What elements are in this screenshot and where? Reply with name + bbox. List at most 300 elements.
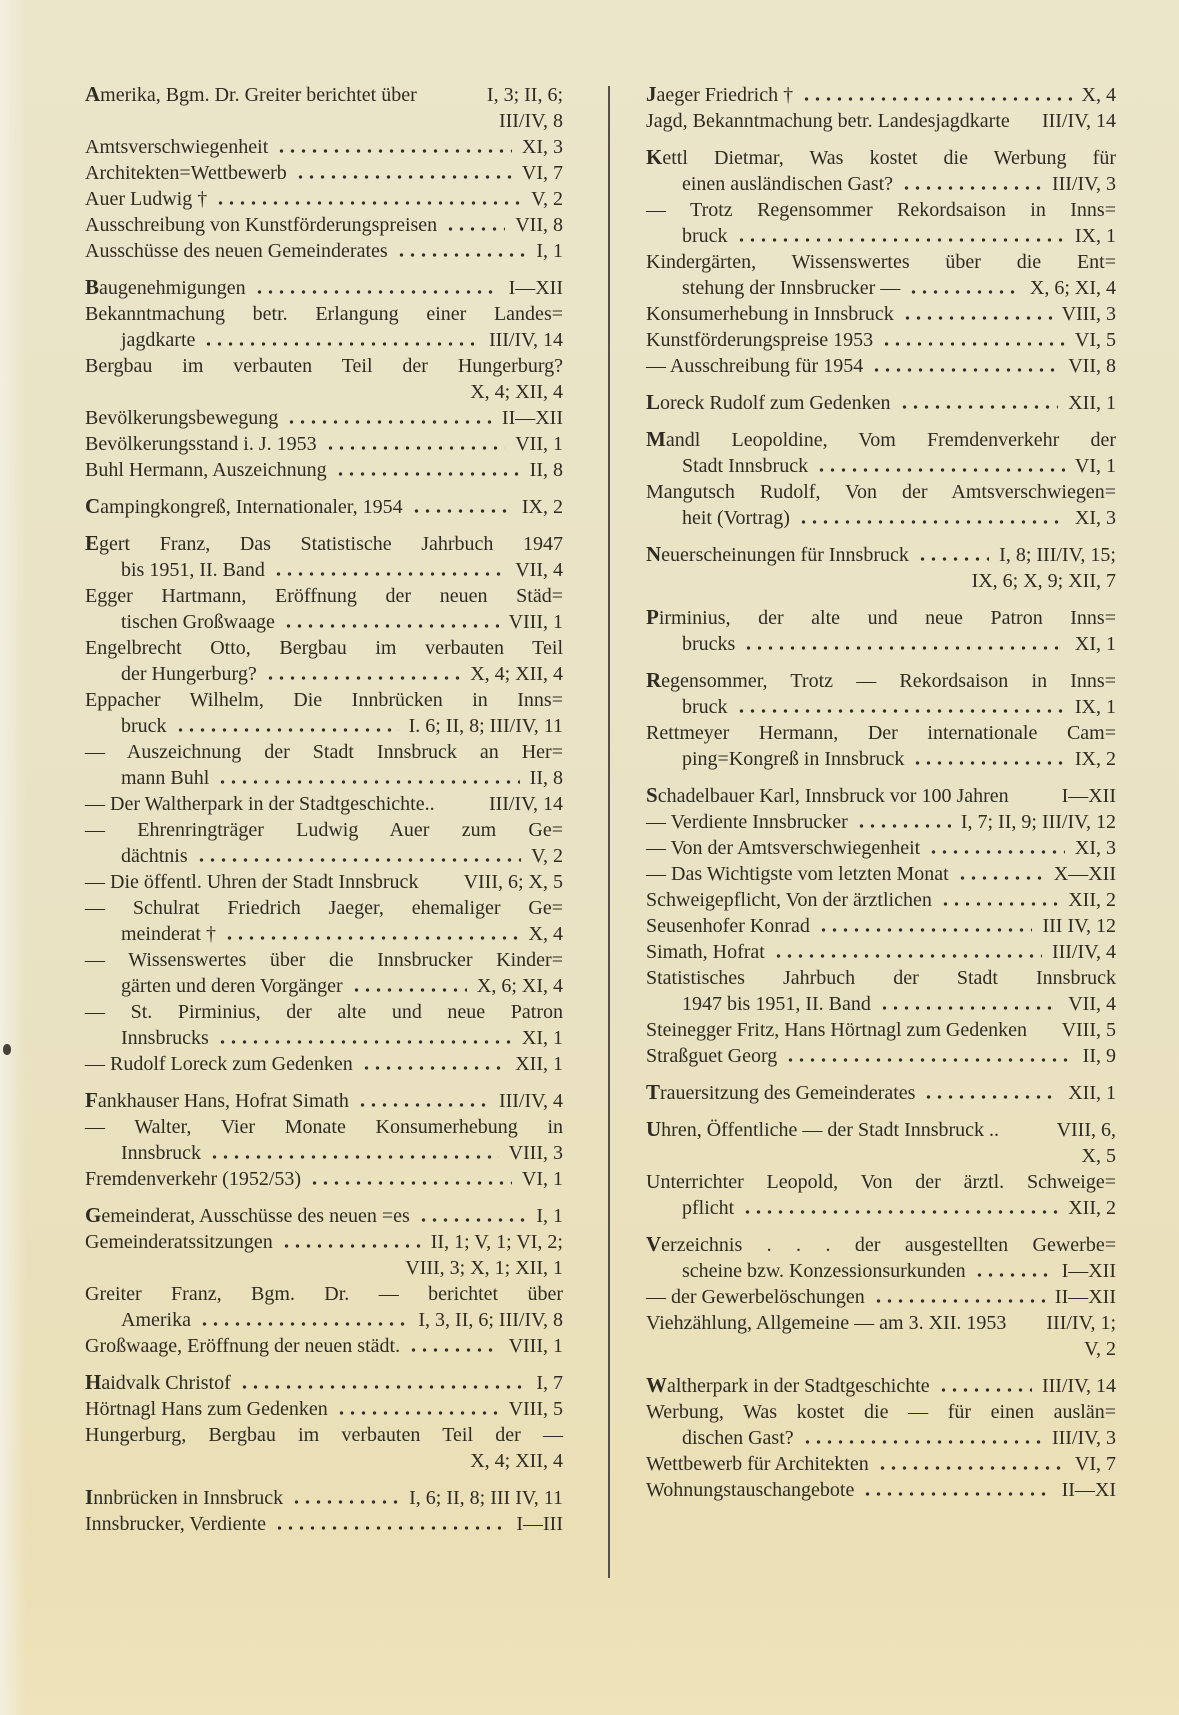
dot-leader bbox=[217, 780, 519, 784]
page-ref: I, 3, II, 6; III/IV, 8 bbox=[418, 1309, 563, 1331]
index-entry bbox=[85, 431, 563, 457]
entry-lead-letter: I bbox=[85, 1485, 94, 1509]
page-ref: XII, 2 bbox=[1068, 1197, 1116, 1219]
index-entry bbox=[646, 1079, 1116, 1106]
entry-text: Trauersitzung des Gemeinderates bbox=[646, 1080, 916, 1104]
index-entry bbox=[646, 1399, 1116, 1451]
entry-text: Egger Hartmann, Eröffnung der neuen Städ= bbox=[85, 585, 563, 607]
dot-leader bbox=[743, 646, 1065, 650]
entry-text: der Hungerburg? bbox=[121, 663, 257, 685]
entry-text: — Der Waltherpark in der Stadtgeschichte.. bbox=[85, 793, 435, 815]
dot-leader bbox=[295, 175, 512, 179]
entry-text: Kettl Dietmar, Was kostet die Werbung für bbox=[646, 145, 1116, 169]
index-entry bbox=[646, 887, 1116, 913]
page-ref: XI, 1 bbox=[521, 1027, 563, 1049]
dot-leader bbox=[418, 1218, 527, 1222]
entry-text: Bekanntmachung betr. Erlangung einer Landes= bbox=[85, 303, 563, 325]
page-ref: I—XII bbox=[508, 277, 563, 299]
entry-text: Loreck Rudolf zum Gedenken bbox=[646, 390, 891, 414]
entry-text: dächtnis bbox=[121, 845, 188, 867]
index-line bbox=[646, 1116, 1116, 1143]
index-line bbox=[646, 782, 1116, 809]
dot-leader bbox=[291, 1500, 399, 1504]
entry-text: gärten und deren Vorgänger bbox=[121, 975, 343, 997]
dot-leader bbox=[871, 368, 1058, 372]
dot-leader bbox=[396, 253, 527, 257]
index-line bbox=[85, 1448, 563, 1474]
index-entry bbox=[646, 389, 1116, 416]
page-ref: X—XII bbox=[1053, 863, 1116, 885]
dot-leader bbox=[901, 186, 1042, 190]
index-line bbox=[646, 541, 1116, 568]
entry-text: mann Buhl bbox=[121, 767, 210, 789]
dot-leader bbox=[773, 954, 1042, 958]
index-line bbox=[85, 1166, 563, 1192]
index-line bbox=[646, 1310, 1116, 1336]
entry-text: — Verdiente Innsbrucker bbox=[646, 811, 848, 833]
index-entry bbox=[85, 1229, 563, 1281]
index-entry bbox=[646, 81, 1116, 108]
page-ref: VI, 7 bbox=[1074, 1453, 1116, 1475]
page-ref: I, 1 bbox=[536, 240, 563, 262]
index-entry bbox=[646, 108, 1116, 134]
index-line bbox=[646, 144, 1116, 171]
index-entry bbox=[85, 530, 563, 583]
index-entry bbox=[85, 1087, 563, 1114]
entry-text: Neuerscheinungen für Innsbruck bbox=[646, 542, 909, 566]
dot-leader bbox=[283, 624, 499, 628]
index-line bbox=[646, 353, 1116, 379]
entry-text: Mandl Leopoldine, Vom Fremdenverkehr der bbox=[646, 427, 1116, 451]
entry-text: Kindergärten, Wissenswertes über die Ent= bbox=[646, 251, 1116, 273]
index-line bbox=[646, 720, 1116, 746]
entry-text: Campingkongreß, Internationaler, 1954 bbox=[85, 494, 403, 518]
entry-text: Seusenhofer Konrad bbox=[646, 915, 810, 937]
index-line bbox=[85, 405, 563, 431]
entry-text: Straßguet Georg bbox=[646, 1045, 778, 1067]
index-line bbox=[85, 1229, 563, 1255]
dot-leader bbox=[175, 728, 399, 732]
index-line bbox=[646, 631, 1116, 657]
dot-leader bbox=[209, 1155, 499, 1159]
index-line bbox=[646, 809, 1116, 835]
index-line bbox=[85, 1051, 563, 1077]
page-ref: I—III bbox=[516, 1513, 563, 1535]
dot-leader bbox=[908, 290, 1020, 294]
dot-leader bbox=[265, 676, 461, 680]
entry-lead-letter: A bbox=[85, 82, 101, 106]
index-entry bbox=[85, 687, 563, 739]
page-ref: III/IV, 3 bbox=[1051, 1427, 1116, 1449]
index-line bbox=[646, 965, 1116, 991]
entry-text: Hörtnagl Hans zum Gedenken bbox=[85, 1398, 328, 1420]
index-entry bbox=[85, 1281, 563, 1333]
page-ref: III/IV, 4 bbox=[1051, 941, 1116, 963]
entry-lead-letter: T bbox=[646, 1080, 661, 1104]
page-ref: VI, 7 bbox=[521, 162, 563, 184]
index-line bbox=[646, 604, 1116, 631]
index-line bbox=[646, 1231, 1116, 1258]
entry-text: Jagd, Bekanntmachung betr. Landesjagdkarte bbox=[646, 110, 1010, 132]
page-ref: II, 1; V, 1; VI, 2; bbox=[430, 1231, 563, 1253]
index-line bbox=[85, 739, 563, 765]
index-entry bbox=[646, 327, 1116, 353]
index-entry bbox=[646, 1231, 1116, 1284]
index-line bbox=[85, 1396, 563, 1422]
index-line bbox=[646, 746, 1116, 772]
dot-leader bbox=[361, 1066, 506, 1070]
index-line bbox=[85, 186, 563, 212]
index-entry bbox=[646, 835, 1116, 861]
entry-text: Greiter Franz, Bgm. Dr. — berichtet über bbox=[85, 1283, 563, 1305]
entry-text: Verzeichnis . . . der ausgestellten Gewerbe= bbox=[646, 1232, 1116, 1256]
index-line bbox=[85, 609, 563, 635]
index-entry bbox=[85, 353, 563, 405]
entry-text: bis 1951, II. Band bbox=[121, 559, 265, 581]
page-ref: XI, 1 bbox=[1074, 633, 1116, 655]
index-line bbox=[85, 1025, 563, 1051]
page-ref: XII, 1 bbox=[1068, 392, 1116, 414]
index-line bbox=[85, 817, 563, 843]
index-line bbox=[85, 713, 563, 739]
page-ref: IX, 2 bbox=[521, 496, 563, 518]
index-line bbox=[85, 583, 563, 609]
entry-lead-letter: B bbox=[85, 275, 100, 299]
entry-text: — Rudolf Loreck zum Gedenken bbox=[85, 1053, 353, 1075]
index-line bbox=[646, 389, 1116, 416]
entry-text: Architekten=Wettbewerb bbox=[85, 162, 287, 184]
index-line bbox=[646, 991, 1116, 1017]
entry-text: Werbung, Was kostet die — für einen auslän= bbox=[646, 1401, 1116, 1423]
index-line bbox=[646, 223, 1116, 249]
dot-leader bbox=[816, 468, 1065, 472]
index-line bbox=[85, 353, 563, 379]
entry-text: Stadt Innsbruck bbox=[682, 455, 809, 477]
index-line bbox=[85, 557, 563, 583]
entry-text: Mangutsch Rudolf, Von der Amtsverschwiegen= bbox=[646, 481, 1116, 503]
index-line bbox=[646, 1143, 1116, 1169]
index-entry bbox=[646, 1017, 1116, 1043]
entry-text: Bevölkerungsstand i. J. 1953 bbox=[85, 433, 317, 455]
index-entry bbox=[85, 238, 563, 264]
entry-text: Bevölkerungsbewegung bbox=[85, 407, 279, 429]
page-ref: X, 4 bbox=[528, 923, 563, 945]
page-ref: IX, 1 bbox=[1074, 225, 1116, 247]
entry-text: Baugenehmigungen bbox=[85, 275, 246, 299]
entry-lead-letter: F bbox=[85, 1088, 98, 1112]
entry-lead-letter: V bbox=[646, 1232, 662, 1256]
entry-text: Schadelbauer Karl, Innsbruck vor 100 Jahren bbox=[646, 783, 1009, 807]
index-entry bbox=[646, 913, 1116, 939]
entry-text: Kunstförderungspreise 1953 bbox=[646, 329, 874, 351]
index-entry bbox=[85, 1051, 563, 1077]
index-line bbox=[85, 160, 563, 186]
index-entry bbox=[85, 895, 563, 947]
index-line bbox=[646, 197, 1116, 223]
index-line bbox=[85, 1333, 563, 1359]
entry-text: Konsumerhebung in Innsbruck bbox=[646, 303, 894, 325]
page-ref: VII, 4 bbox=[515, 559, 563, 581]
dot-leader bbox=[923, 1095, 1058, 1099]
index-entry bbox=[646, 965, 1116, 1017]
page-ref: I, 7 bbox=[536, 1372, 563, 1394]
index-entry bbox=[85, 1396, 563, 1422]
page-ref: I, 1 bbox=[536, 1205, 563, 1227]
index-line bbox=[646, 1372, 1116, 1399]
index-entry bbox=[646, 144, 1116, 197]
entry-text: — der Gewerbelöschungen bbox=[646, 1286, 865, 1308]
index-entry bbox=[85, 817, 563, 869]
entry-text: — Trotz Regensommer Rekordsaison in Inns= bbox=[646, 199, 1116, 221]
entry-text: Buhl Hermann, Auszeichnung bbox=[85, 459, 327, 481]
entry-text: Amerika bbox=[121, 1309, 191, 1331]
page-ref: III/IV, 1; bbox=[1046, 1312, 1116, 1334]
entry-text: Wettbewerb für Architekten bbox=[646, 1453, 869, 1475]
index-column-right bbox=[646, 81, 1116, 1503]
index-line bbox=[85, 1484, 563, 1511]
page-ref: I. 6; II, 8; III/IV, 11 bbox=[408, 715, 563, 737]
entry-text: Innbrücken in Innsbruck bbox=[85, 1485, 284, 1509]
index-line bbox=[85, 1202, 563, 1229]
index-entry bbox=[85, 134, 563, 160]
entry-text: Statistisches Jahrbuch der Stadt Innsbruck bbox=[646, 967, 1116, 989]
entry-text: einen ausländischen Gast? bbox=[682, 173, 894, 195]
index-entry bbox=[646, 249, 1116, 301]
entry-text: Schweigepflicht, Von der ärztlichen bbox=[646, 889, 932, 911]
index-entry bbox=[646, 1451, 1116, 1477]
index-line bbox=[646, 505, 1116, 531]
dot-leader bbox=[899, 405, 1059, 409]
page-ref: I, 8; III/IV, 15; bbox=[999, 544, 1116, 566]
index-line bbox=[85, 895, 563, 921]
entry-text: bruck bbox=[121, 715, 167, 737]
index-line bbox=[646, 301, 1116, 327]
page-ref: VII, 8 bbox=[1068, 355, 1116, 377]
index-line bbox=[646, 887, 1116, 913]
index-entry bbox=[85, 160, 563, 186]
entry-text: Amerika, Bgm. Dr. Greiter berichtet über bbox=[85, 82, 417, 106]
index-entry bbox=[646, 1310, 1116, 1362]
entry-text: — Die öffentl. Uhren der Stadt Innsbruck bbox=[85, 871, 419, 893]
index-entry bbox=[85, 1202, 563, 1229]
page-ref: II—XI bbox=[1061, 1479, 1116, 1501]
index-line bbox=[85, 999, 563, 1025]
index-entry bbox=[85, 791, 563, 817]
index-entry bbox=[85, 1333, 563, 1359]
index-line bbox=[85, 431, 563, 457]
entry-text: Auer Ludwig † bbox=[85, 188, 208, 210]
dot-leader bbox=[217, 1040, 512, 1044]
index-line bbox=[646, 275, 1116, 301]
dot-leader bbox=[802, 1440, 1042, 1444]
page-ref: I, 3; II, 6; bbox=[486, 84, 563, 106]
page-ref: XII, 1 bbox=[515, 1053, 563, 1075]
index-line bbox=[85, 379, 563, 405]
index-line bbox=[646, 327, 1116, 353]
index-line bbox=[85, 238, 563, 264]
entry-text: Gemeinderat, Ausschüsse des neuen =es bbox=[85, 1203, 410, 1227]
index-line bbox=[646, 1079, 1116, 1106]
index-line bbox=[85, 301, 563, 327]
page-ref: X, 6; XI, 4 bbox=[1029, 277, 1116, 299]
page-ref: X, 4 bbox=[1081, 84, 1116, 106]
index-line bbox=[85, 869, 563, 895]
entry-text: Regensommer, Trotz — Rekordsaison in Inns= bbox=[646, 668, 1116, 692]
page-ref: V, 2 bbox=[1084, 1338, 1116, 1360]
dot-leader bbox=[957, 876, 1044, 880]
index-line bbox=[646, 1017, 1116, 1043]
entry-text: — Das Wichtigste vom letzten Monat bbox=[646, 863, 949, 885]
index-entry bbox=[646, 426, 1116, 479]
index-line bbox=[646, 913, 1116, 939]
page-ref: XI, 3 bbox=[1074, 507, 1116, 529]
page-ref: III/IV, 14 bbox=[1041, 1375, 1116, 1397]
entry-text: Uhren, Öffentliche — der Stadt Innsbruck .. bbox=[646, 1117, 1000, 1141]
dot-leader bbox=[736, 709, 1065, 713]
entry-lead-letter: R bbox=[646, 668, 662, 692]
index-entry bbox=[85, 1511, 563, 1537]
index-line bbox=[646, 1043, 1116, 1069]
index-entry bbox=[646, 353, 1116, 379]
index-line bbox=[85, 274, 563, 301]
index-entry bbox=[646, 720, 1116, 772]
dot-leader bbox=[928, 850, 1065, 854]
entry-lead-letter: S bbox=[646, 783, 658, 807]
index-entry bbox=[646, 1043, 1116, 1069]
index-line bbox=[85, 1255, 563, 1281]
dot-leader bbox=[879, 1006, 1058, 1010]
page-ref: X, 4; XII, 4 bbox=[470, 1450, 563, 1472]
dot-leader bbox=[798, 520, 1065, 524]
page-ref: IX, 2 bbox=[1074, 748, 1116, 770]
entry-lead-letter: G bbox=[85, 1203, 102, 1227]
page-ref: VI, 1 bbox=[521, 1168, 563, 1190]
entry-text: dischen Gast? bbox=[682, 1427, 794, 1449]
entry-text: — Ehrenringträger Ludwig Auer zum Ge= bbox=[85, 819, 563, 841]
index-entry bbox=[646, 604, 1116, 657]
index-entry bbox=[85, 301, 563, 353]
entry-text: bruck bbox=[682, 225, 728, 247]
index-entry bbox=[85, 493, 563, 520]
entry-text: Bergbau im verbauten Teil der Hungerburg? bbox=[85, 355, 563, 377]
dot-leader bbox=[974, 1273, 1052, 1277]
entry-text: — Ausschreibung für 1954 bbox=[646, 355, 864, 377]
entry-text: meinderat † bbox=[121, 923, 216, 945]
dot-leader bbox=[335, 472, 520, 476]
index-entry bbox=[646, 809, 1116, 835]
index-line bbox=[646, 249, 1116, 275]
page-ref: VIII, 3 bbox=[1061, 303, 1116, 325]
entry-text: — Wissenswertes über die Innsbrucker Kinder= bbox=[85, 949, 563, 971]
entry-text: brucks bbox=[682, 633, 736, 655]
dot-leader bbox=[254, 290, 499, 294]
entry-lead-letter: N bbox=[646, 542, 662, 566]
dot-leader bbox=[203, 342, 479, 346]
entry-text: — Walter, Vier Monate Konsumerhebung in bbox=[85, 1116, 563, 1138]
entry-text: Großwaage, Eröffnung der neuen städt. bbox=[85, 1335, 401, 1357]
index-entry bbox=[646, 1169, 1116, 1221]
dot-leader bbox=[351, 988, 467, 992]
dot-leader bbox=[785, 1058, 1072, 1062]
column-divider bbox=[608, 86, 610, 1578]
entry-text: jagdkarte bbox=[121, 329, 196, 351]
page-ref: VIII, 3; X, 1; XII, 1 bbox=[405, 1257, 563, 1279]
index-line bbox=[85, 493, 563, 520]
index-line bbox=[85, 1422, 563, 1448]
index-entry bbox=[646, 301, 1116, 327]
entry-text: Hungerburg, Bergbau im verbauten Teil der — bbox=[85, 1424, 563, 1446]
entry-text: pflicht bbox=[682, 1197, 735, 1219]
index-line bbox=[85, 134, 563, 160]
dot-leader bbox=[274, 1526, 506, 1530]
entry-text: Steinegger Fritz, Hans Hörtnagl zum Gedenken bbox=[646, 1019, 1028, 1041]
page-ref: VII, 4 bbox=[1068, 993, 1116, 1015]
index-line bbox=[85, 843, 563, 869]
dot-leader bbox=[445, 227, 505, 231]
entry-lead-letter: H bbox=[85, 1370, 102, 1394]
entry-text: Innsbrucker, Verdiente bbox=[85, 1513, 266, 1535]
index-line bbox=[85, 765, 563, 791]
entry-text: Eppacher Wilhelm, Die Innbrücken in Inns= bbox=[85, 689, 563, 711]
page-ref: II—XII bbox=[501, 407, 563, 429]
page-ref: VII, 8 bbox=[515, 214, 563, 236]
page-ref: III/IV, 14 bbox=[1041, 110, 1116, 132]
index-entry bbox=[85, 635, 563, 687]
entry-text: Egert Franz, Das Statistische Jahrbuch 1947 bbox=[85, 531, 563, 555]
page-ref: VIII, 5 bbox=[1061, 1019, 1116, 1041]
page-ref: III/IV, 14 bbox=[488, 329, 563, 351]
index-entry bbox=[85, 186, 563, 212]
entry-lead-letter: W bbox=[646, 1373, 667, 1397]
index-line bbox=[646, 108, 1116, 134]
page-ref: XI, 3 bbox=[1074, 837, 1116, 859]
index-line bbox=[85, 973, 563, 999]
index-line bbox=[646, 667, 1116, 694]
dot-leader bbox=[286, 420, 492, 424]
entry-text: Viehzählung, Allgemeine — am 3. XII. 1953 bbox=[646, 1312, 1007, 1334]
dot-leader bbox=[309, 1181, 512, 1185]
index-line bbox=[646, 568, 1116, 594]
entry-text: — St. Pirminius, der alte und neue Patron bbox=[85, 1001, 563, 1023]
page-ref: I—XII bbox=[1061, 1260, 1116, 1282]
page-ref: III IV, 12 bbox=[1042, 915, 1116, 937]
index-line bbox=[85, 1087, 563, 1114]
index-line bbox=[85, 947, 563, 973]
index-line bbox=[646, 1169, 1116, 1195]
index-line bbox=[646, 939, 1116, 965]
index-line bbox=[646, 861, 1116, 887]
dot-leader bbox=[239, 1385, 527, 1389]
dot-leader bbox=[276, 149, 512, 153]
page-ref: V, 2 bbox=[531, 845, 563, 867]
index-line bbox=[646, 1258, 1116, 1284]
index-entry bbox=[85, 212, 563, 238]
entry-text: stehung der Innsbrucker — bbox=[682, 277, 901, 299]
entry-text: Amtsverschwiegenheit bbox=[85, 136, 269, 158]
index-line bbox=[85, 1114, 563, 1140]
page-ref: I, 6; II, 8; III IV, 11 bbox=[409, 1487, 563, 1509]
entry-text: heit (Vortrag) bbox=[682, 507, 790, 529]
dot-leader bbox=[801, 97, 1071, 101]
page-ref: X, 4; XII, 4 bbox=[470, 381, 563, 403]
dot-leader bbox=[881, 342, 1065, 346]
index-entry bbox=[85, 457, 563, 483]
index-entry bbox=[646, 667, 1116, 720]
entry-text: Wohnungstauschangebote bbox=[646, 1479, 855, 1501]
dot-leader bbox=[336, 1411, 499, 1415]
entry-text: Ausschüsse des neuen Gemeinderates bbox=[85, 240, 388, 262]
index-entry bbox=[646, 541, 1116, 594]
